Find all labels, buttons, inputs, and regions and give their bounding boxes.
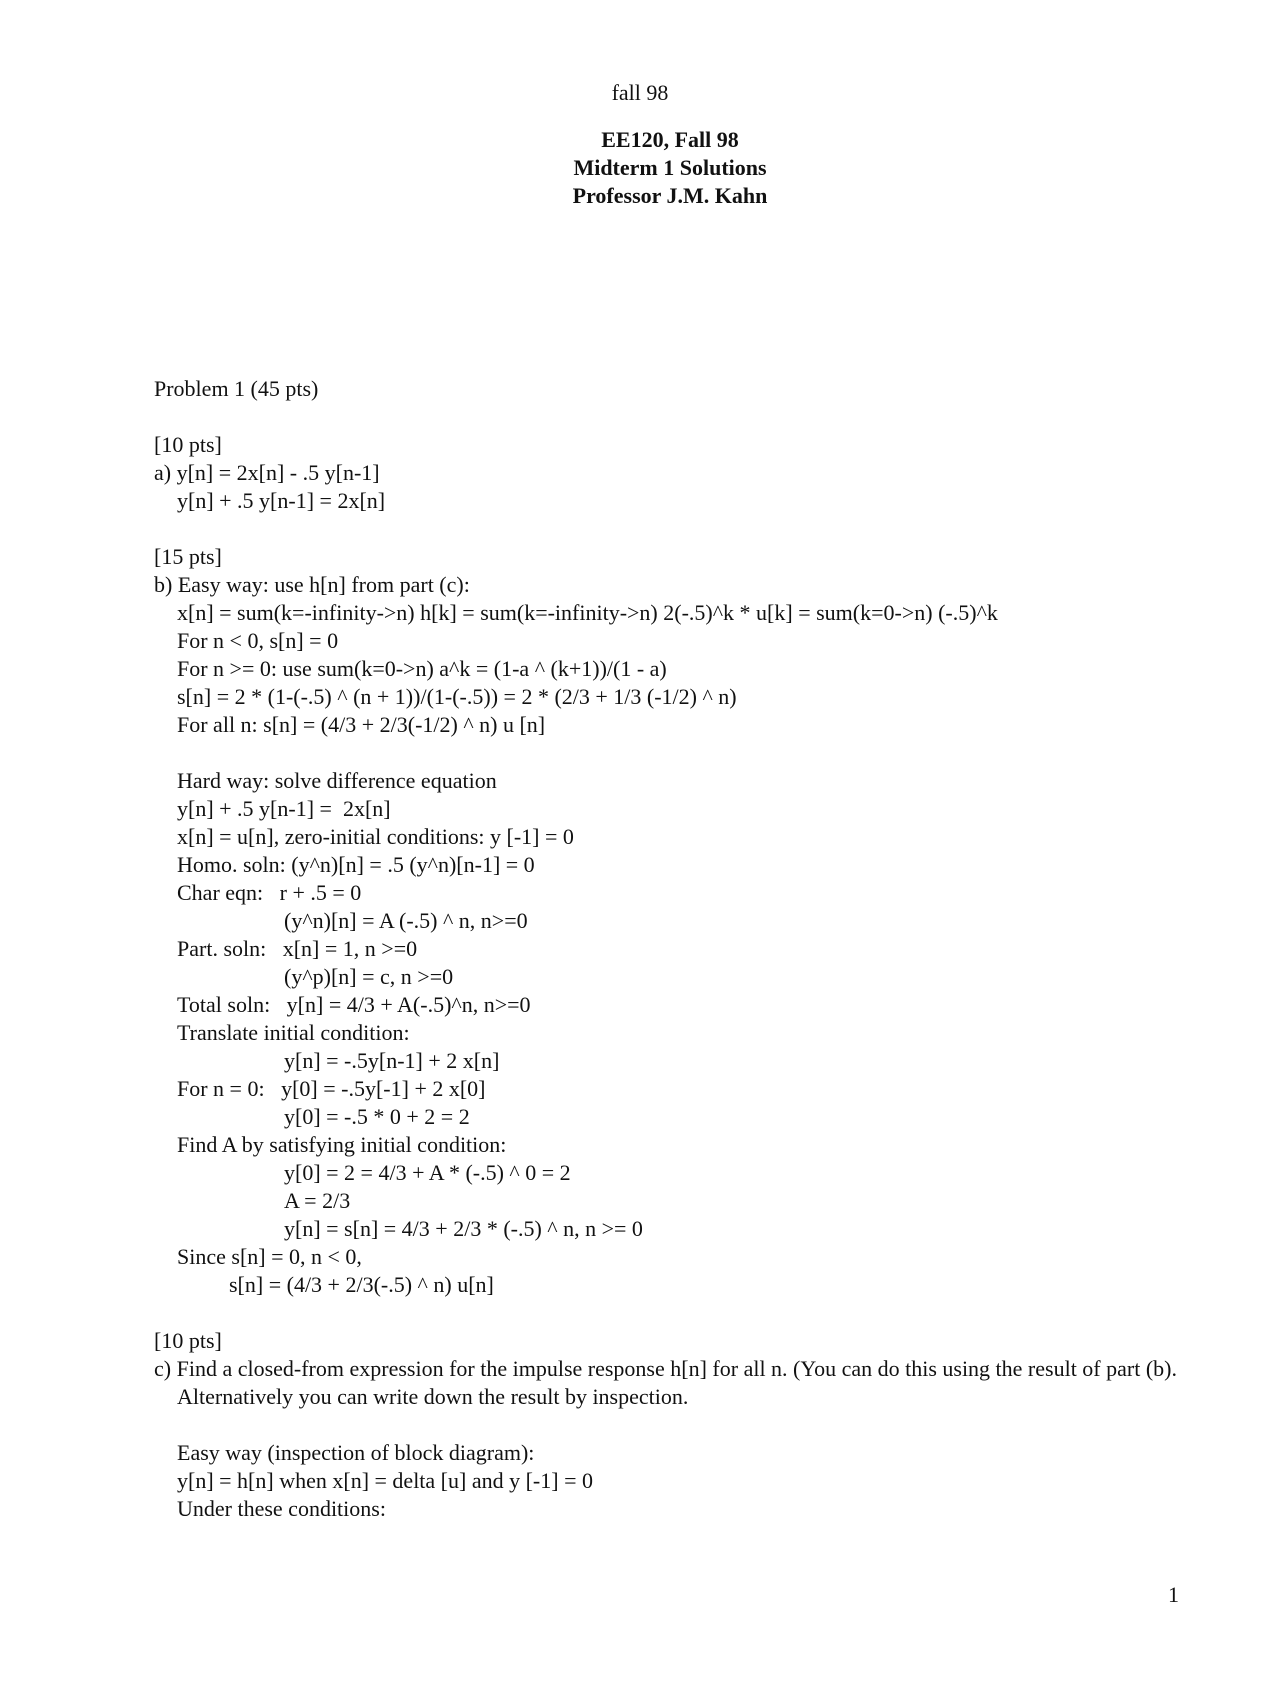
part-c-question: c) Find a closed-from expression for the impulse response h[n] for all n. (You can do this using the result of part (b).: [154, 1356, 1177, 1381]
hard-way-line: Find A by satisfying initial condition:: [177, 1132, 507, 1157]
solution-body: [154, 375, 1184, 1523]
hard-way-line: Translate initial condition:: [177, 1020, 410, 1045]
hard-way-line: For n = 0: y[0] = -.5y[-1] + 2 x[0]: [177, 1076, 486, 1101]
hard-way-line: y[n] + .5 y[n-1] = 2x[n]: [177, 796, 391, 821]
hard-way-line: Char eqn: r + .5 = 0: [177, 880, 362, 905]
page-number: 1: [1168, 1582, 1179, 1607]
hard-way-line: Total soln: y[n] = 4/3 + A(-.5)^n, n>=0: [177, 992, 531, 1017]
part-b-heading: b) Easy way: use h[n] from part (c):: [154, 572, 470, 597]
part-b-easy-line: s[n] = 2 * (1-(-.5) ^ (n + 1))/(1-(-.5)) = 2 * (2/3 + 1/3 (-1/2) ^ n): [177, 684, 737, 709]
hard-way-line: x[n] = u[n], zero-initial conditions: y [-1] = 0: [177, 824, 574, 849]
part-c-line: Easy way (inspection of block diagram):: [177, 1440, 535, 1465]
hard-way-line: y[n] = -.5y[n-1] + 2 x[n]: [284, 1048, 500, 1073]
hard-way-line: (y^n)[n] = A (-.5) ^ n, n>=0: [284, 908, 528, 933]
document-title: [0, 126, 1280, 210]
hard-way-heading: Hard way: solve difference equation: [177, 768, 497, 793]
part-b-easy-line: For n >= 0: use sum(k=0->n) a^k = (1-a ^ (k+1))/(1 - a): [177, 656, 667, 681]
hard-way-line: Part. soln: x[n] = 1, n >=0: [177, 936, 418, 961]
title-course: EE120, Fall 98: [601, 127, 739, 152]
part-c-points: [10 pts]: [154, 1328, 222, 1353]
part-b-points: [15 pts]: [154, 544, 222, 569]
title-professor: Professor J.M. Kahn: [572, 183, 768, 208]
part-b-easy-line: For n < 0, s[n] = 0: [177, 628, 339, 653]
part-c-line: Under these conditions:: [177, 1496, 386, 1521]
title-exam: Midterm 1 Solutions: [573, 155, 767, 180]
hard-way-line: Since s[n] = 0, n < 0,: [177, 1244, 362, 1269]
hard-way-final: s[n] = (4/3 + 2/3(-.5) ^ n) u[n]: [229, 1272, 494, 1297]
part-b-easy-line: For all n: s[n] = (4/3 + 2/3(-1/2) ^ n) u [n]: [177, 712, 546, 737]
hard-way-line: y[n] = s[n] = 4/3 + 2/3 * (-.5) ^ n, n >= 0: [284, 1216, 643, 1241]
part-a-line: a) y[n] = 2x[n] - .5 y[n-1]: [154, 460, 380, 485]
problem-heading: Problem 1 (45 pts): [154, 376, 319, 401]
part-a-points: [10 pts]: [154, 432, 222, 457]
hard-way-line: A = 2/3: [284, 1188, 351, 1213]
part-a-line: y[n] + .5 y[n-1] = 2x[n]: [177, 488, 386, 513]
part-c-line: Alternatively you can write down the result by inspection.: [177, 1384, 689, 1409]
hard-way-line: y[0] = -.5 * 0 + 2 = 2: [284, 1104, 470, 1129]
hard-way-line: Homo. soln: (y^n)[n] = .5 (y^n)[n-1] = 0: [177, 852, 535, 877]
running-header: fall 98: [611, 80, 669, 105]
part-c-line: y[n] = h[n] when x[n] = delta [u] and y [-1] = 0: [177, 1468, 593, 1493]
part-b-easy-line: x[n] = sum(k=-infinity->n) h[k] = sum(k=-infinity->n) 2(-.5)^k * u[k] = sum(k=0->n) (-.5)^k: [177, 600, 998, 625]
hard-way-line: y[0] = 2 = 4/3 + A * (-.5) ^ 0 = 2: [284, 1160, 571, 1185]
hard-way-line: (y^p)[n] = c, n >=0: [284, 964, 454, 989]
